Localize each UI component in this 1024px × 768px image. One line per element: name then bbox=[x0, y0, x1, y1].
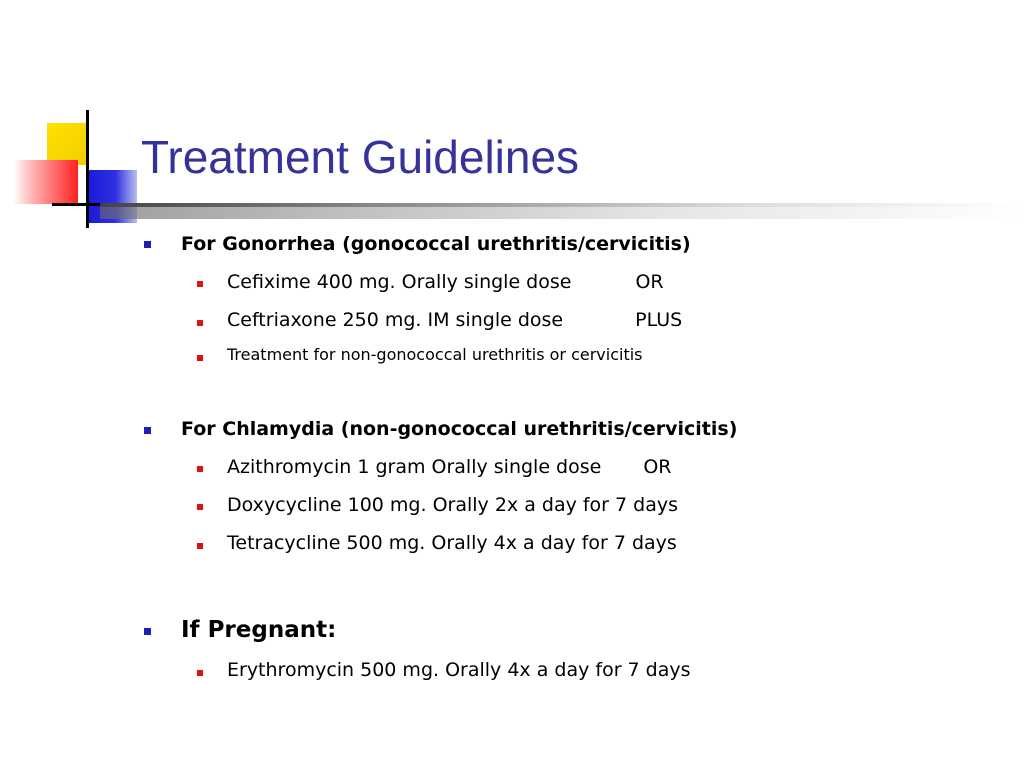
section-heading-chlamydia: For Chlamydia (non-gonococcal urethritis/cervicitis) bbox=[181, 418, 738, 440]
square-bullet-icon bbox=[144, 427, 151, 434]
square-bullet-icon bbox=[144, 241, 151, 248]
list-item bbox=[227, 273, 664, 292]
section-heading-gonorrhea: For Gonorrhea (gonococcal urethritis/cervicitis) bbox=[181, 233, 691, 255]
list-item-text: Erythromycin 500 mg. Orally 4x a day for 7 days bbox=[227, 659, 691, 681]
page-title: Treatment Guidelines bbox=[141, 131, 580, 183]
logo-red-block bbox=[13, 160, 78, 204]
list-item bbox=[227, 534, 677, 553]
square-bullet-icon bbox=[197, 504, 203, 510]
title-underline bbox=[100, 203, 1024, 207]
list-item-text: Cefixime 400 mg. Orally single dose bbox=[227, 271, 572, 293]
list-item bbox=[227, 458, 672, 477]
list-item bbox=[227, 661, 691, 680]
logo-yellow-block bbox=[47, 123, 87, 165]
list-item-text: Treatment for non-gonococcal urethritis or cervicitis bbox=[227, 345, 643, 364]
square-bullet-icon bbox=[197, 543, 203, 549]
section-heading-pregnant: If Pregnant: bbox=[181, 617, 337, 643]
list-item-text: Ceftriaxone 250 mg. IM single dose bbox=[227, 309, 564, 331]
list-item-text: Azithromycin 1 gram Orally single dose bbox=[227, 456, 602, 478]
square-bullet-icon bbox=[197, 355, 203, 361]
list-item-text: Doxycycline 100 mg. Orally 2x a day for 7 days bbox=[227, 494, 679, 516]
list-item bbox=[227, 496, 678, 515]
logo-vertical-line bbox=[86, 110, 89, 228]
list-item-suffix: PLUS bbox=[635, 309, 683, 331]
list-item-text: Tetracycline 500 mg. Orally 4x a day for 7 days bbox=[227, 532, 677, 554]
square-bullet-icon bbox=[197, 320, 203, 326]
list-item-suffix: OR bbox=[643, 456, 672, 478]
square-bullet-icon bbox=[197, 281, 203, 287]
list-item bbox=[227, 347, 643, 363]
square-bullet-icon bbox=[197, 466, 203, 472]
square-bullet-icon bbox=[144, 628, 151, 635]
list-item bbox=[227, 311, 682, 330]
square-bullet-icon bbox=[197, 670, 203, 676]
list-item-suffix: OR bbox=[635, 271, 664, 293]
